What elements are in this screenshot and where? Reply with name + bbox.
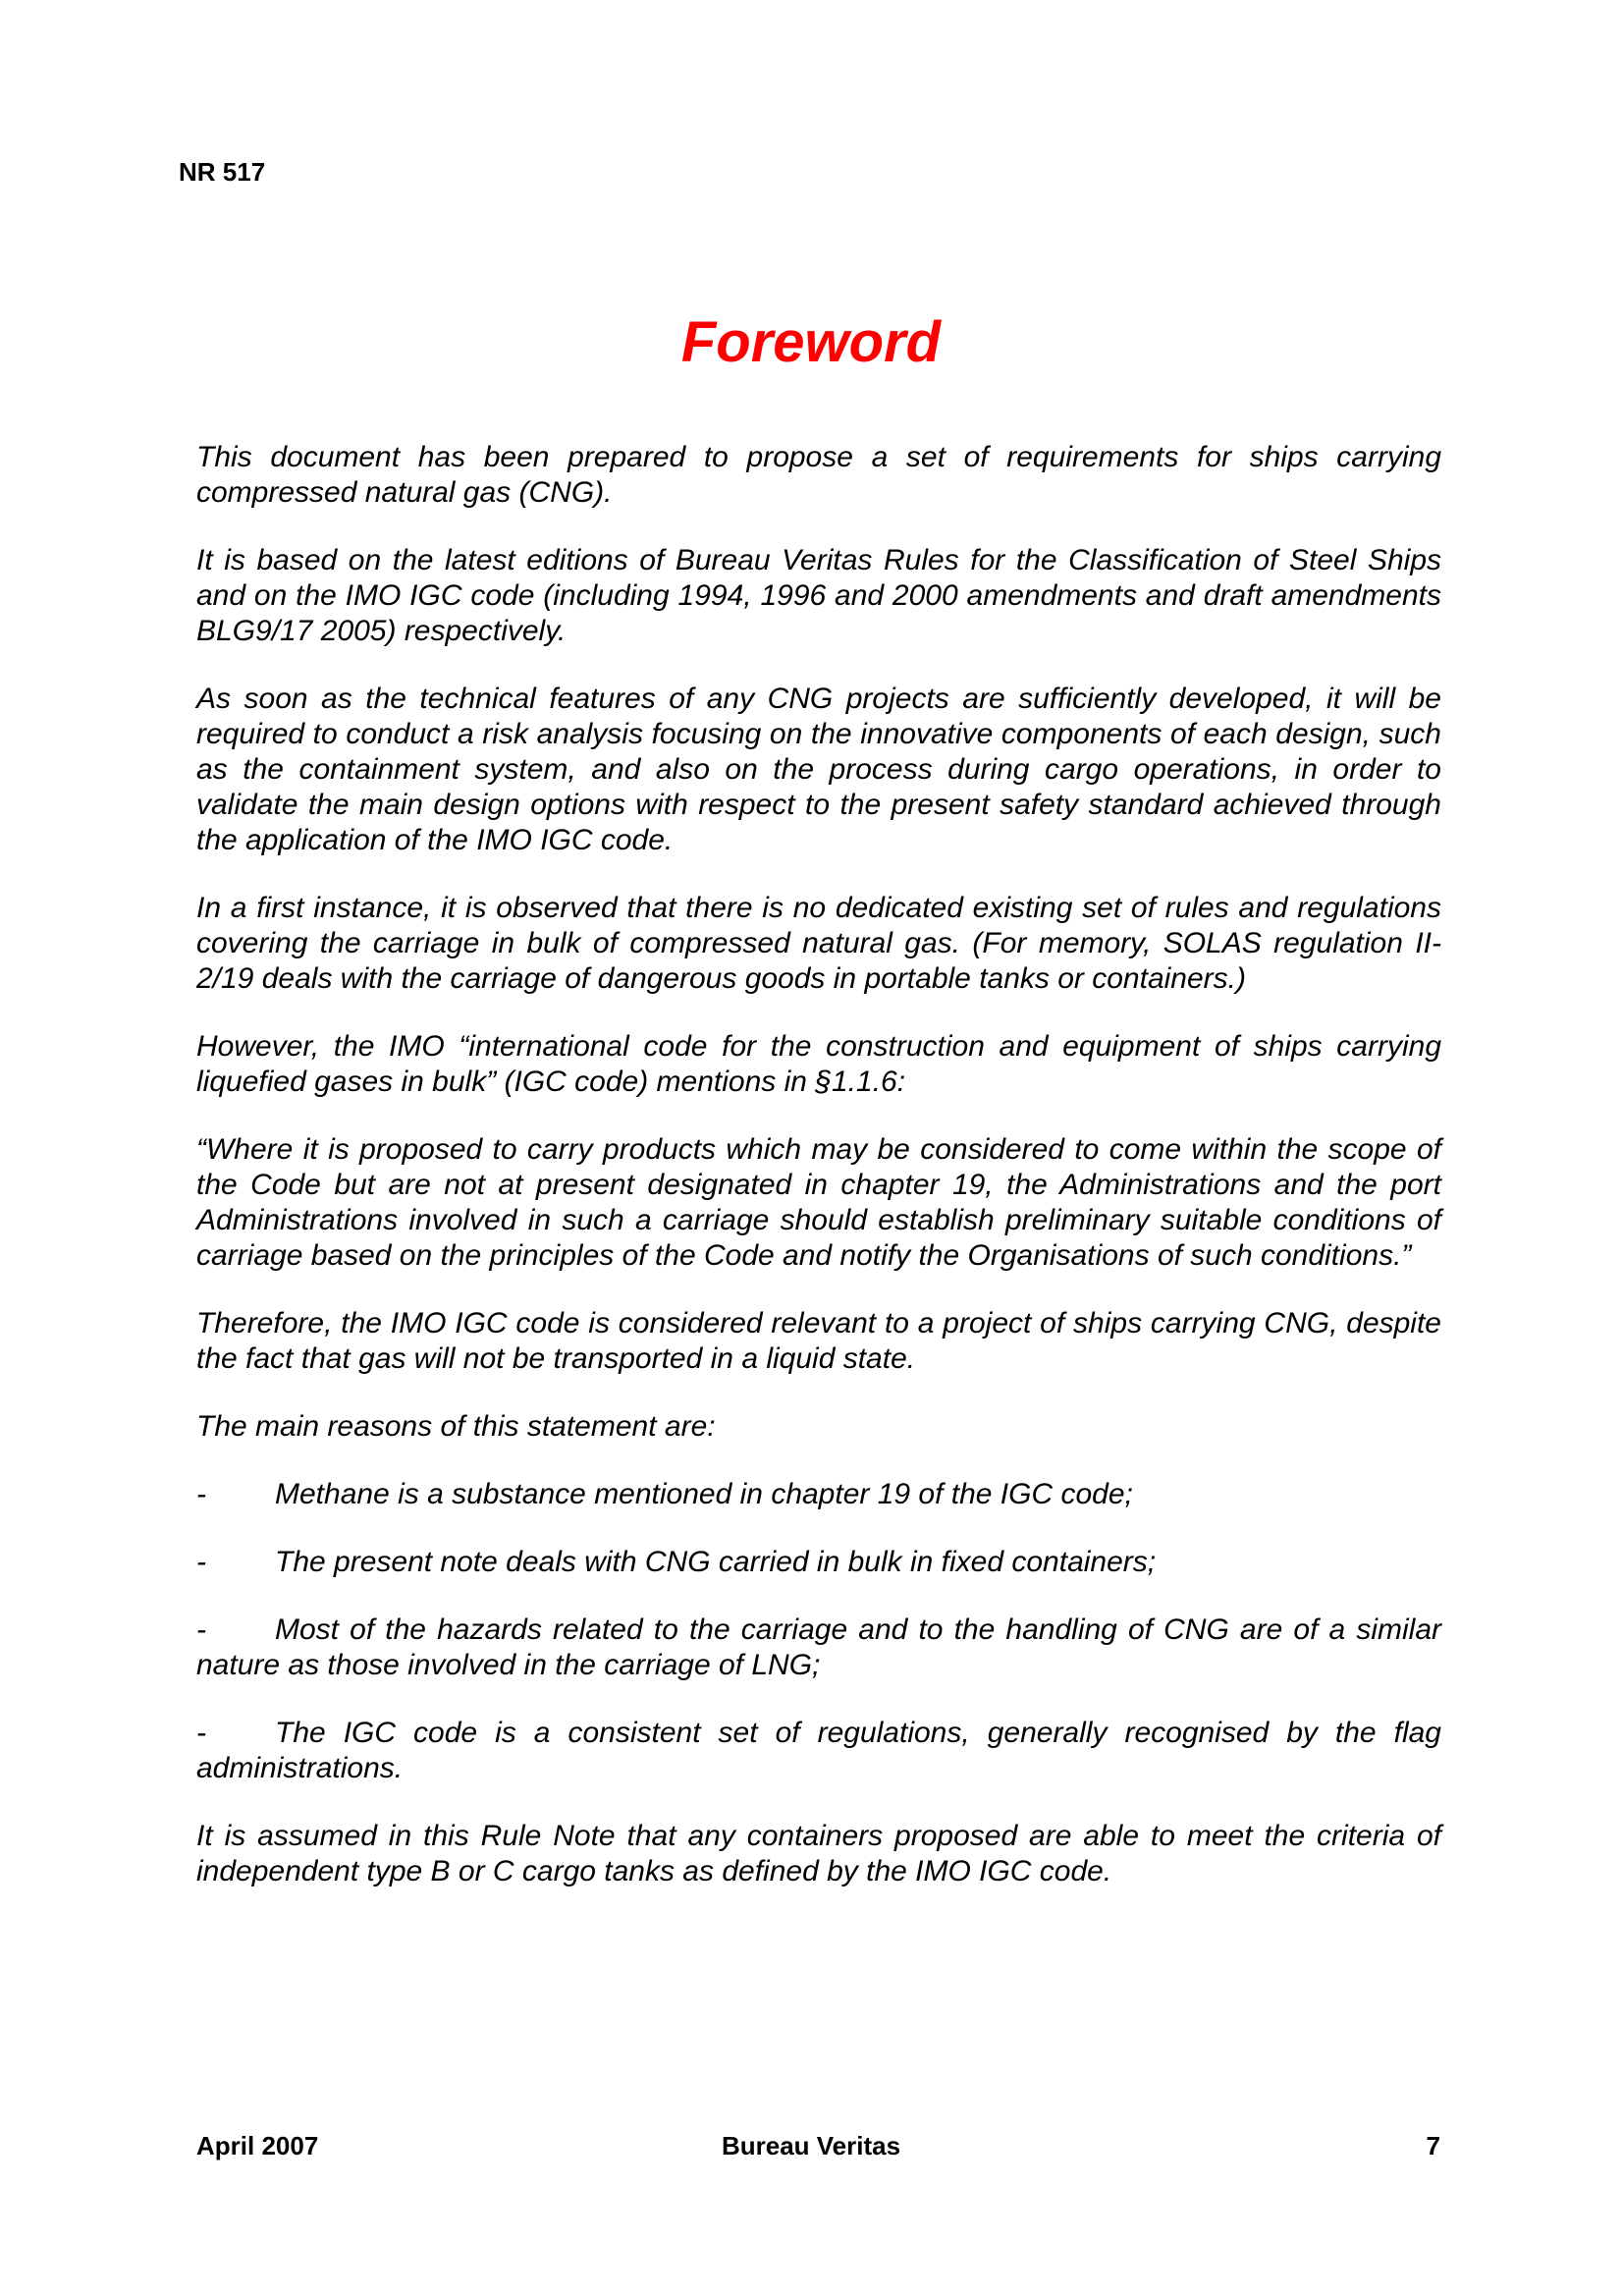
document-code: NR 517 [179,157,266,187]
bullet-text: The present note deals with CNG carried in bulk in fixed containers; [275,1546,1157,1578]
bullet-dash: - [196,1478,206,1510]
bullet-dash: - [196,1546,206,1578]
footer-date: April 2007 [196,2131,319,2160]
bullet-text: Most of the hazards related to the carriage and to the handling of CNG are of a similar nature as those involved in the carriage of LNG; [196,1613,1441,1681]
closing-paragraph: It is assumed in this Rule Note that any containers proposed are able to meet the criteria of independent type B or C cargo tanks as defined by the IMO IGC code. [196,1820,1441,1887]
paragraph: This document has been prepared to propose a set of requirements for ships carrying compressed natural gas (CNG). [196,441,1441,509]
foreword-body [196,440,1441,1922]
paragraph: The main reasons of this statement are: [196,1410,716,1443]
quoted-paragraph: “Where it is proposed to carry products which may be considered to come within the scope of the Code but are not at present designated in chapter 19, the Administrations and the port Administrations involved in such a carriage should establish preliminary suitable conditions of carriage based on the principles of the Code and notify the Organisations of such conditions.” [196,1133,1441,1272]
bullet-text: The IGC code is a consistent set of regulations, generally recognised by the flag administrations. [196,1717,1441,1784]
bullet-dash: - [196,1613,206,1646]
bullet-item [196,1716,1441,1786]
bullet-item [196,1613,1441,1683]
page-number: 7 [1426,2131,1440,2160]
paragraph: It is based on the latest editions of Bureau Veritas Rules for the Classification of Steel Ships and on the IMO IGC code (including 1994, 1996 and 2000 amendments and draft amendments BLG9/17 2005) respectively. [196,544,1441,647]
bullet-item [196,1477,1441,1512]
paragraph: In a first instance, it is observed that there is no dedicated existing set of rules and regulations covering the carriage in bulk of compressed natural gas. (For memory, SOLAS regulation II-2/19 deals with the carriage of dangerous goods in portable tanks or containers.) [196,892,1441,995]
bullet-text: Methane is a substance mentioned in chapter 19 of the IGC code; [275,1478,1133,1510]
bullet-dash: - [196,1717,206,1749]
bullet-item [196,1545,1441,1580]
footer-publisher: Bureau Veritas [721,2131,901,2160]
paragraph: However, the IMO “international code for the construction and equipment of ships carrying liquefied gases in bulk” (IGC code) mentions in §1.1.6: [196,1030,1441,1098]
page-title: Foreword [680,310,942,374]
paragraph: As soon as the technical features of any CNG projects are sufficiently developed, it will be required to conduct a risk analysis focusing on the innovative components of each design, such as the containment system, and also on the process during cargo operations, in order to validate the main design options with respect to the present safety standard achieved through the application of the IMO IGC code. [196,683,1441,856]
paragraph: Therefore, the IMO IGC code is considered relevant to a project of ships carrying CNG, despite the fact that gas will not be transported in a liquid state. [196,1307,1441,1375]
